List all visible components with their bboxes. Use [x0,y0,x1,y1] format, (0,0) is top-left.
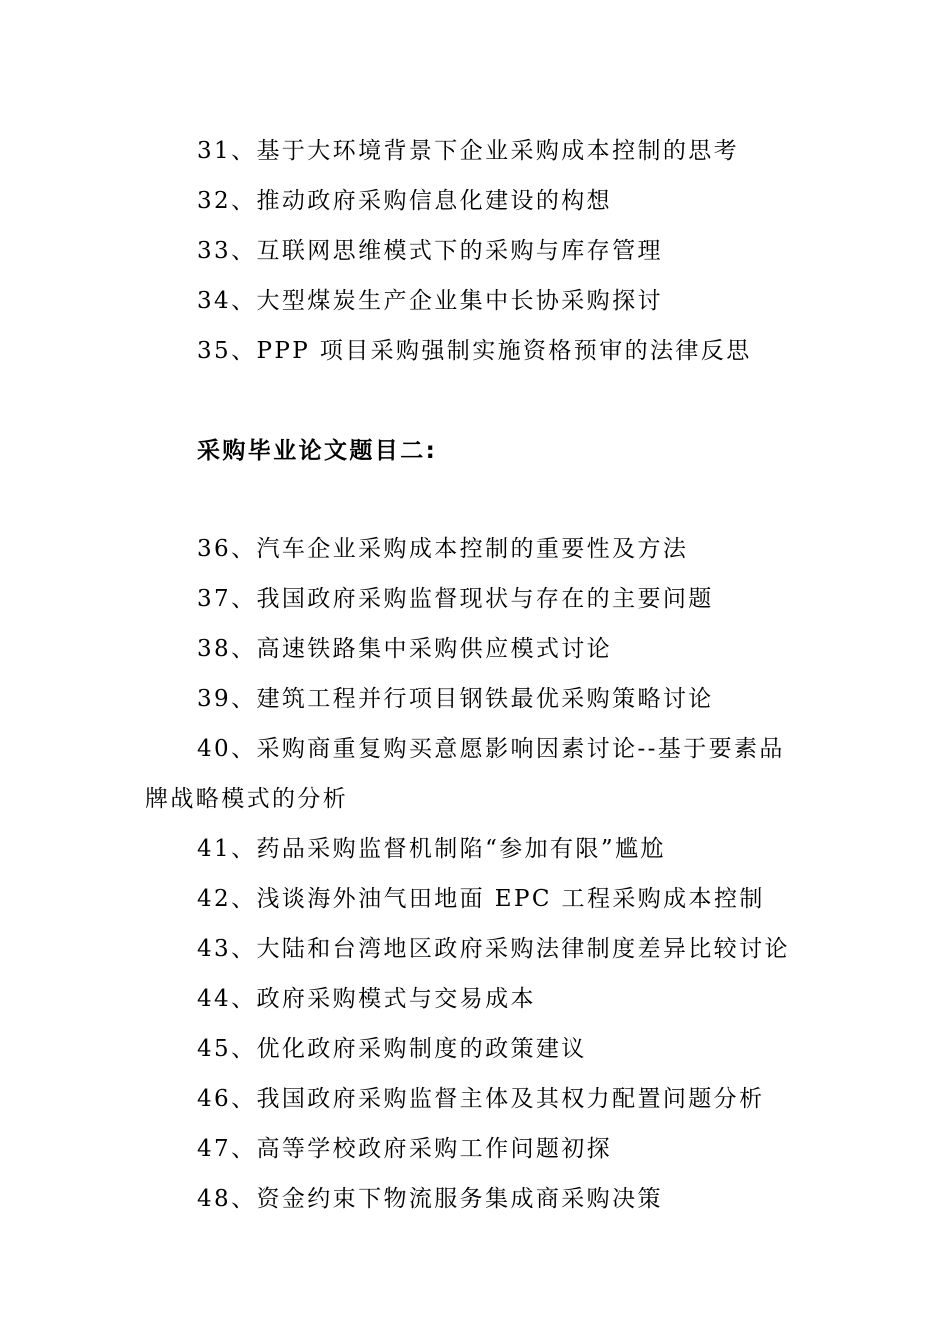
list-item: 44、政府采购模式与交易成本 [197,986,536,1012]
list-item: 33、互联网思维模式下的采购与库存管理 [197,238,663,264]
list-item: 34、大型煤炭生产企业集中长协采购探讨 [197,288,663,314]
section-heading: 采购毕业论文题目二: [197,438,438,464]
list-item: 36、汽车企业采购成本控制的重要性及方法 [197,536,689,562]
list-item: 46、我国政府采购监督主体及其权力配置问题分析 [197,1086,765,1112]
list-item: 43、大陆和台湾地区政府采购法律制度差异比较讨论 [197,936,790,962]
list-item: 39、建筑工程并行项目钢铁最优采购策略讨论 [197,686,714,712]
list-item: 31、基于大环境背景下企业采购成本控制的思考 [197,138,740,164]
topic-list-two [145,524,805,1224]
list-item: 40、采购商重复购买意愿影响因素讨论--基于要素品牌战略模式的分析 [145,736,785,812]
list-item: 42、浅谈海外油气田地面 EPC 工程采购成本控制 [197,886,765,912]
list-item: 47、高等学校政府采购工作问题初探 [197,1136,613,1162]
list-item: 37、我国政府采购监督现状与存在的主要问题 [197,586,714,612]
list-item: 48、资金约束下物流服务集成商采购决策 [197,1186,663,1212]
list-item: 32、推动政府采购信息化建设的构想 [197,188,613,214]
list-item: 38、高速铁路集中采购供应模式讨论 [197,636,613,662]
topic-list-one [145,126,805,376]
list-item: 35、PPP 项目采购强制实施资格预审的法律反思 [197,338,752,364]
list-item: 41、药品采购监督机制陷“参加有限”尴尬 [197,836,666,862]
list-item: 45、优化政府采购制度的政策建议 [197,1036,587,1062]
